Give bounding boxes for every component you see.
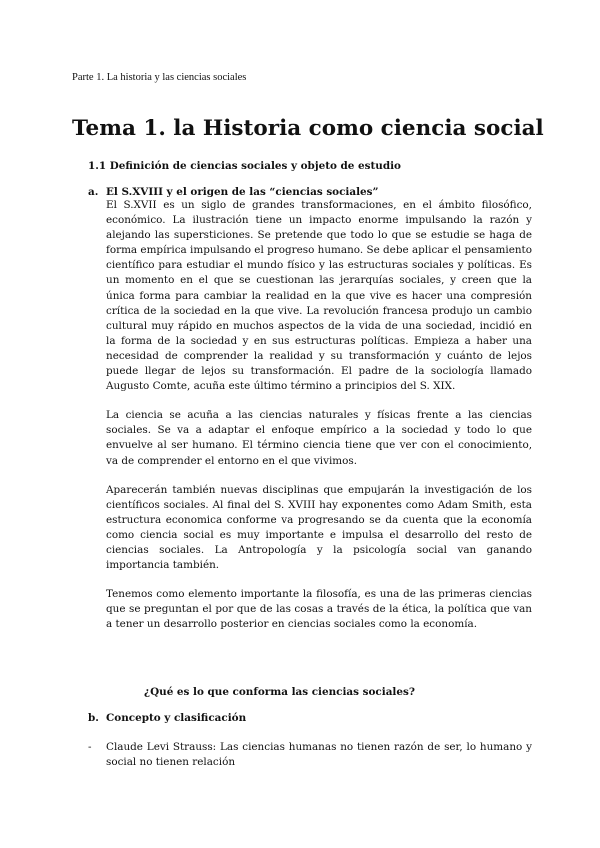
chapter-title: Tema 1. la Historia como ciencia social — [72, 116, 544, 141]
section-b-heading — [88, 712, 246, 724]
paragraph: Tenemos como elemento importante la filosofía, es una de las primeras ciencias que se preguntan el por que de las cosas a través de la ética, la política que van a tener un desarrollo posterior en ciencias sociales como la economía. — [106, 588, 532, 631]
section-b-title: Concepto y clasificación — [106, 712, 247, 724]
section-b-letter: b. — [88, 712, 99, 724]
list-item — [88, 740, 532, 770]
section-a-letter: a. — [88, 186, 99, 198]
section-a-body — [106, 198, 532, 632]
list-item-text: Claude Levi Strauss: Las ciencias humanas no tienen razón de ser, lo humano y social no tienen relación — [106, 741, 532, 769]
paragraph: El S.XVII es un siglo de grandes transformaciones, en el ámbito filosófico, económico. La ilustración tiene un impacto enorme impulsando la razón y alejando las supersticiones. Se pretende que todo lo que se estudie se haga de forma empírica impulsando el progreso humano. Se debe aplicar el pensamiento científico para estudiar el mundo físico y las estructuras sociales y políticas. Es un momento en el que se cuestionan las jerarquías sociales, y creen que la única forma para cambiar la realidad en la que vive es hacer una compresión crítica de la sociedad en la que vive. La revolución francesa produjo un cambio cultural muy rápido en muchos aspectos de la vida de una sociedad, incidió en la forma de la sociedad y en sus estructuras políticas. Empieza a haber una necesidad de comprender la realidad y su transformación y cuánto de lejos puede llegar de lejos su transformación. El padre de la sociología llamado Augusto Comte, acuña este último término a principios del S. XIX. — [106, 199, 532, 393]
section-a — [88, 186, 532, 646]
section-a-heading — [88, 186, 532, 198]
paragraph: Aparecerán también nuevas disciplinas que empujarán la investigación de los científicos sociales. Al final del S. XVIII hay exponentes como Adam Smith, esta estructura economica conforme va progresando se da cuenta que la economía como ciencia social es muy importante e impulsa el desarrollo del resto de ciencias sociales. La Antropología y la psicología social van ganando importancia también. — [106, 483, 532, 572]
bullet-marker: - — [88, 741, 92, 753]
running-header: Parte 1. La historia y las ciencias sociales — [72, 72, 247, 83]
section-heading-1-1: 1.1 Definición de ciencias sociales y objeto de estudio — [88, 160, 401, 172]
section-a-title: El S.XVIII y el origen de las “ciencias sociales” — [106, 186, 379, 198]
paragraph: La ciencia se acuña a las ciencias naturales y físicas frente a las ciencias sociales. Se va a adaptar el enfoque empírico a la sociedad y todo lo que envuelve al ser humano. El término ciencia tiene que ver con el conocimiento, va de comprender el entorno en el que vivimos. — [106, 409, 532, 467]
question-heading: ¿Qué es lo que conforma las ciencias sociales? — [144, 686, 415, 698]
